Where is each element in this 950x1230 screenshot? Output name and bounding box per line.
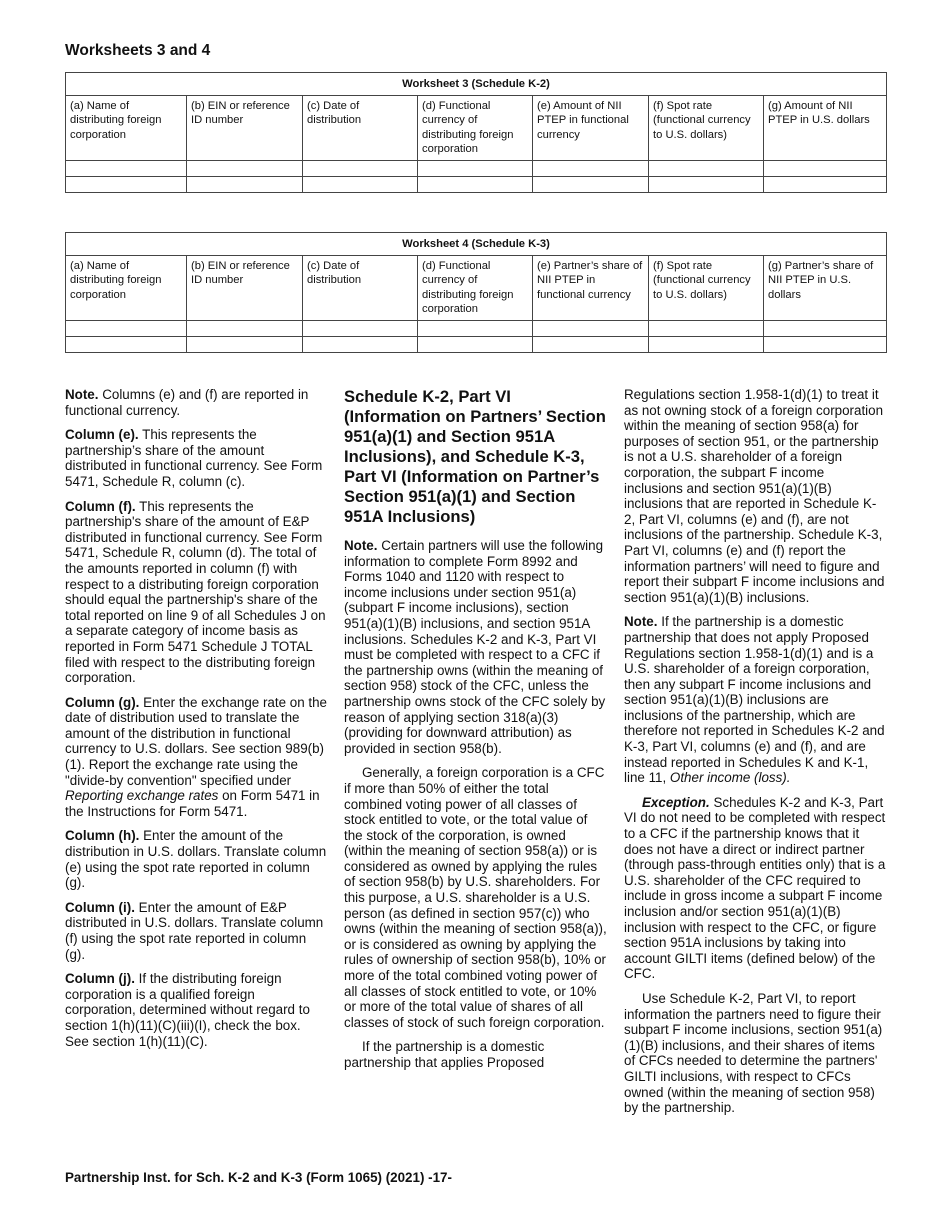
table-row bbox=[66, 336, 887, 352]
table-cell bbox=[187, 176, 303, 192]
column-g-paragraph bbox=[65, 695, 327, 820]
table-cell bbox=[533, 176, 649, 192]
worksheet-4-header-row bbox=[66, 255, 887, 320]
paragraph: If the partnership is a domestic partnership that applies Proposed bbox=[344, 1039, 545, 1070]
text-column-middle bbox=[344, 387, 608, 1080]
table-cell bbox=[303, 336, 418, 352]
column-i-text: Enter the amount of E&P distributed in U.S. dollars. Translate column (f) using the spot rate reported in column (g). bbox=[65, 899, 324, 962]
column-e-text: This represents the partnership’s share of the amount distributed in functional currency. See Form 5471, Schedule R, column (c). bbox=[65, 427, 323, 489]
table-cell bbox=[418, 176, 533, 192]
column-h-text: Enter the amount of the distribution in U.S. dollars. Translate column (e) using the spot rate reported in column (g). bbox=[65, 828, 327, 891]
column-header: (d) Functional currency of distributing foreign corporation bbox=[418, 255, 533, 320]
column-f-label: Column (f). bbox=[65, 498, 136, 514]
text-column-left bbox=[65, 387, 327, 1058]
page-footer: Partnership Inst. for Sch. K-2 and K-3 (Form 1065) (2021) -17- bbox=[65, 1170, 452, 1185]
column-j-text: If the distributing foreign corporation is a qualified foreign corporation, determined without regard to section 1(h)(11)(C)(iii)(I), check the box. See section 1(h)(11)(C). bbox=[65, 971, 310, 1049]
table-cell bbox=[418, 160, 533, 176]
column-header: (b) EIN or reference ID number bbox=[187, 95, 303, 160]
table-cell bbox=[764, 176, 887, 192]
column-header: (f) Spot rate (functional currency to U.S. dollars) bbox=[649, 95, 764, 160]
column-g-label: Column (g). bbox=[65, 694, 140, 710]
column-header: (e) Amount of NII PTEP in functional currency bbox=[533, 95, 649, 160]
column-e-paragraph bbox=[65, 427, 327, 489]
table-cell bbox=[303, 176, 418, 192]
worksheet-3-header-row bbox=[66, 95, 887, 160]
column-header: (b) EIN or reference ID number bbox=[187, 255, 303, 320]
table-cell bbox=[418, 336, 533, 352]
note-text: If the partnership is a domestic partnership that does not apply Proposed Regulations section 1.958-1(d)(1) and is a U.S. shareholder of a foreign corporation, then any subpart F income inclusions and section 951(a)(1)(B) inclusions are inclusions of the partnership, which are therefore not reported in Schedules K-2 and K-3, Part VI, columns (e) and (f), and are instead reported in Schedules K and K-1, line 11, bbox=[624, 614, 885, 786]
table-cell bbox=[66, 176, 187, 192]
exception-paragraph bbox=[624, 795, 886, 982]
note-text: Columns (e) and (f) are reported in functional currency. bbox=[65, 387, 309, 418]
table-cell bbox=[764, 320, 887, 336]
table-cell bbox=[649, 160, 764, 176]
worksheet-3-table bbox=[65, 72, 887, 193]
column-h-label: Column (h). bbox=[65, 828, 140, 844]
note-paragraph bbox=[65, 387, 327, 418]
column-header: (c) Date of distribution bbox=[303, 255, 418, 320]
column-f-paragraph bbox=[65, 499, 327, 686]
note-italic: Other income (loss). bbox=[669, 770, 791, 786]
column-header: (g) Partner’s share of NII PTEP in U.S. dollars bbox=[764, 255, 887, 320]
column-header: (e) Partner’s share of NII PTEP in functional currency bbox=[533, 255, 649, 320]
note-label: Note. bbox=[65, 387, 99, 402]
column-i-paragraph bbox=[65, 900, 327, 962]
column-e-label: Column (e). bbox=[65, 427, 139, 443]
table-cell bbox=[533, 336, 649, 352]
column-j-paragraph bbox=[65, 971, 327, 1049]
table-cell bbox=[303, 320, 418, 336]
column-header: (c) Date of distribution bbox=[303, 95, 418, 160]
table-cell bbox=[66, 160, 187, 176]
section-heading: Schedule K-2, Part VI (Information on Partners’ Section 951(a)(1) and Section 951A Inclusions), and Schedule K-3, Part VI (Information on Partner’s Section 951(a)(1) and Section 951A Inclusions) bbox=[344, 387, 606, 526]
column-header: (a) Name of distributing foreign corporation bbox=[66, 95, 187, 160]
worksheet-4-title: Worksheet 4 (Schedule K-3) bbox=[66, 233, 887, 256]
table-cell bbox=[764, 336, 887, 352]
table-cell bbox=[303, 160, 418, 176]
table-cell bbox=[649, 320, 764, 336]
paragraph: Generally, a foreign corporation is a CFC if more than 50% of either the total combined voting power of all classes of stock entitled to vote, or the total value of the stock of the corporation, is owned (within the meaning of section 958(a)) or is considered as owned by applying the rules of section 958(b) by U.S. shareholders. For this purpose, a U.S. shareholder is a U.S. person (as defined in section 957(c)) who owns (within the meaning of section 958(a)), or is considered as owning by applying the rules of ownership of section 958(b), 10% or more of the total combined voting power of all classes of stock entitled to vote, or 10% or more of the total value of shares of all classes of stock of such foreign corporation. bbox=[344, 765, 607, 1030]
note-text: Certain partners will use the following information to complete Form 8992 and Forms 1040 and 1120 with respect to income inclusions under section 951(a) (subpart F income inclusions), section 951(a)(1)(B) inclusions, and section 951A inclusions. Schedules K-2 and K-3, Part VI must be completed with respect to a CFC if the partnership owns (within the meaning of section 958) stock of the CFC, unless the partnership owns stock of the CFC solely by reason of applying section 318(a)(3) (providing for downward attribution) as provided in section 958(b). bbox=[344, 538, 606, 756]
column-g-text: Enter the exchange rate on the date of distribution used to translate the amount of the distribution in functional currency to U.S. dollars. See section 989(b)(1). Report the exchange rate using the "divide-by convention" specified under bbox=[65, 694, 327, 788]
paragraph: Use Schedule K-2, Part VI, to report information the partners need to figure their subpart F income inclusions, section 951(a)(1)(B) inclusions, and their shares of items of CFCs needed to determine the partners' GILTI inclusions, with respect to CFCs owned (within the meaning of section 958) by the partnership. bbox=[624, 990, 883, 1116]
column-i-label: Column (i). bbox=[65, 899, 135, 915]
exception-text: Schedules K-2 and K-3, Part VI do not need to be completed with respect to a CFC if the partnership knows that it does not have a direct or indirect partner (through pass-through entities only) that is a U.S. shareholder of the CFC required to include in gross income a subpart F income inclusion and/or section 951(a)(1)(B) inclusion with respect to the CFC, or figure section 951A inclusions by taking into account GILTI items (defined below) of the CFC. bbox=[624, 794, 886, 982]
table-row bbox=[66, 176, 887, 192]
column-header: (d) Functional currency of distributing foreign corporation bbox=[418, 95, 533, 160]
note-label: Note. bbox=[344, 538, 378, 553]
table-cell bbox=[66, 320, 187, 336]
column-header: (f) Spot rate (functional currency to U.S. dollars) bbox=[649, 255, 764, 320]
table-cell bbox=[649, 336, 764, 352]
note-label: Note. bbox=[624, 614, 658, 630]
column-f-text: This represents the partnership's share of the amount of E&P distributed in functional currency. See Form 5471, Schedule R, column (d). The total of the amounts reported in column (f) with respect to a distributing foreign corporation should equal the partnership's share of the total reported on line 9 of all Schedules J on a separate category of income basis as reported in Form 5471 Schedule J TOTAL filed with respect to the distributing foreign corporation. bbox=[65, 498, 326, 686]
page-title: Worksheets 3 and 4 bbox=[65, 42, 211, 59]
table-row bbox=[66, 160, 887, 176]
table-cell bbox=[66, 336, 187, 352]
paragraph: Regulations section 1.958-1(d)(1) to treat it as not owning stock of a foreign corporation within the meaning of section 958(a) for purposes of section 951, or the partnership is not a U.S. shareholder of a foreign corporation, the subpart F income inclusions and section 951(a)(1)(B) inclusions that are reported in Schedule K-2, Part VI, columns (e) and (f), are not inclusions of the partnership. Schedule K-3, Part VI, columns (e) and (f) report the information partners’ will need to figure and report their subpart F income inclusions and section 951(a)(1)(B) inclusions. bbox=[624, 387, 885, 605]
table-cell bbox=[533, 320, 649, 336]
note-paragraph bbox=[624, 614, 886, 786]
table-cell bbox=[187, 320, 303, 336]
column-g-text-cont: on Form 5471 in the Instructions for Form 5471. bbox=[65, 788, 320, 819]
worksheet-4-table bbox=[65, 232, 887, 353]
table-cell bbox=[533, 160, 649, 176]
note-paragraph bbox=[344, 538, 608, 756]
exception-label: Exception. bbox=[642, 794, 710, 810]
column-header: (a) Name of distributing foreign corporation bbox=[66, 255, 187, 320]
table-cell bbox=[649, 176, 764, 192]
table-row bbox=[66, 320, 887, 336]
table-cell bbox=[764, 160, 887, 176]
column-j-label: Column (j). bbox=[65, 971, 135, 987]
table-cell bbox=[187, 336, 303, 352]
column-h-paragraph bbox=[65, 828, 327, 890]
column-g-italic: Reporting exchange rates bbox=[65, 788, 219, 804]
text-column-right bbox=[624, 387, 886, 1125]
table-cell bbox=[418, 320, 533, 336]
column-header: (g) Amount of NII PTEP in U.S. dollars bbox=[764, 95, 887, 160]
table-cell bbox=[187, 160, 303, 176]
worksheet-3-title: Worksheet 3 (Schedule K-2) bbox=[66, 73, 887, 96]
